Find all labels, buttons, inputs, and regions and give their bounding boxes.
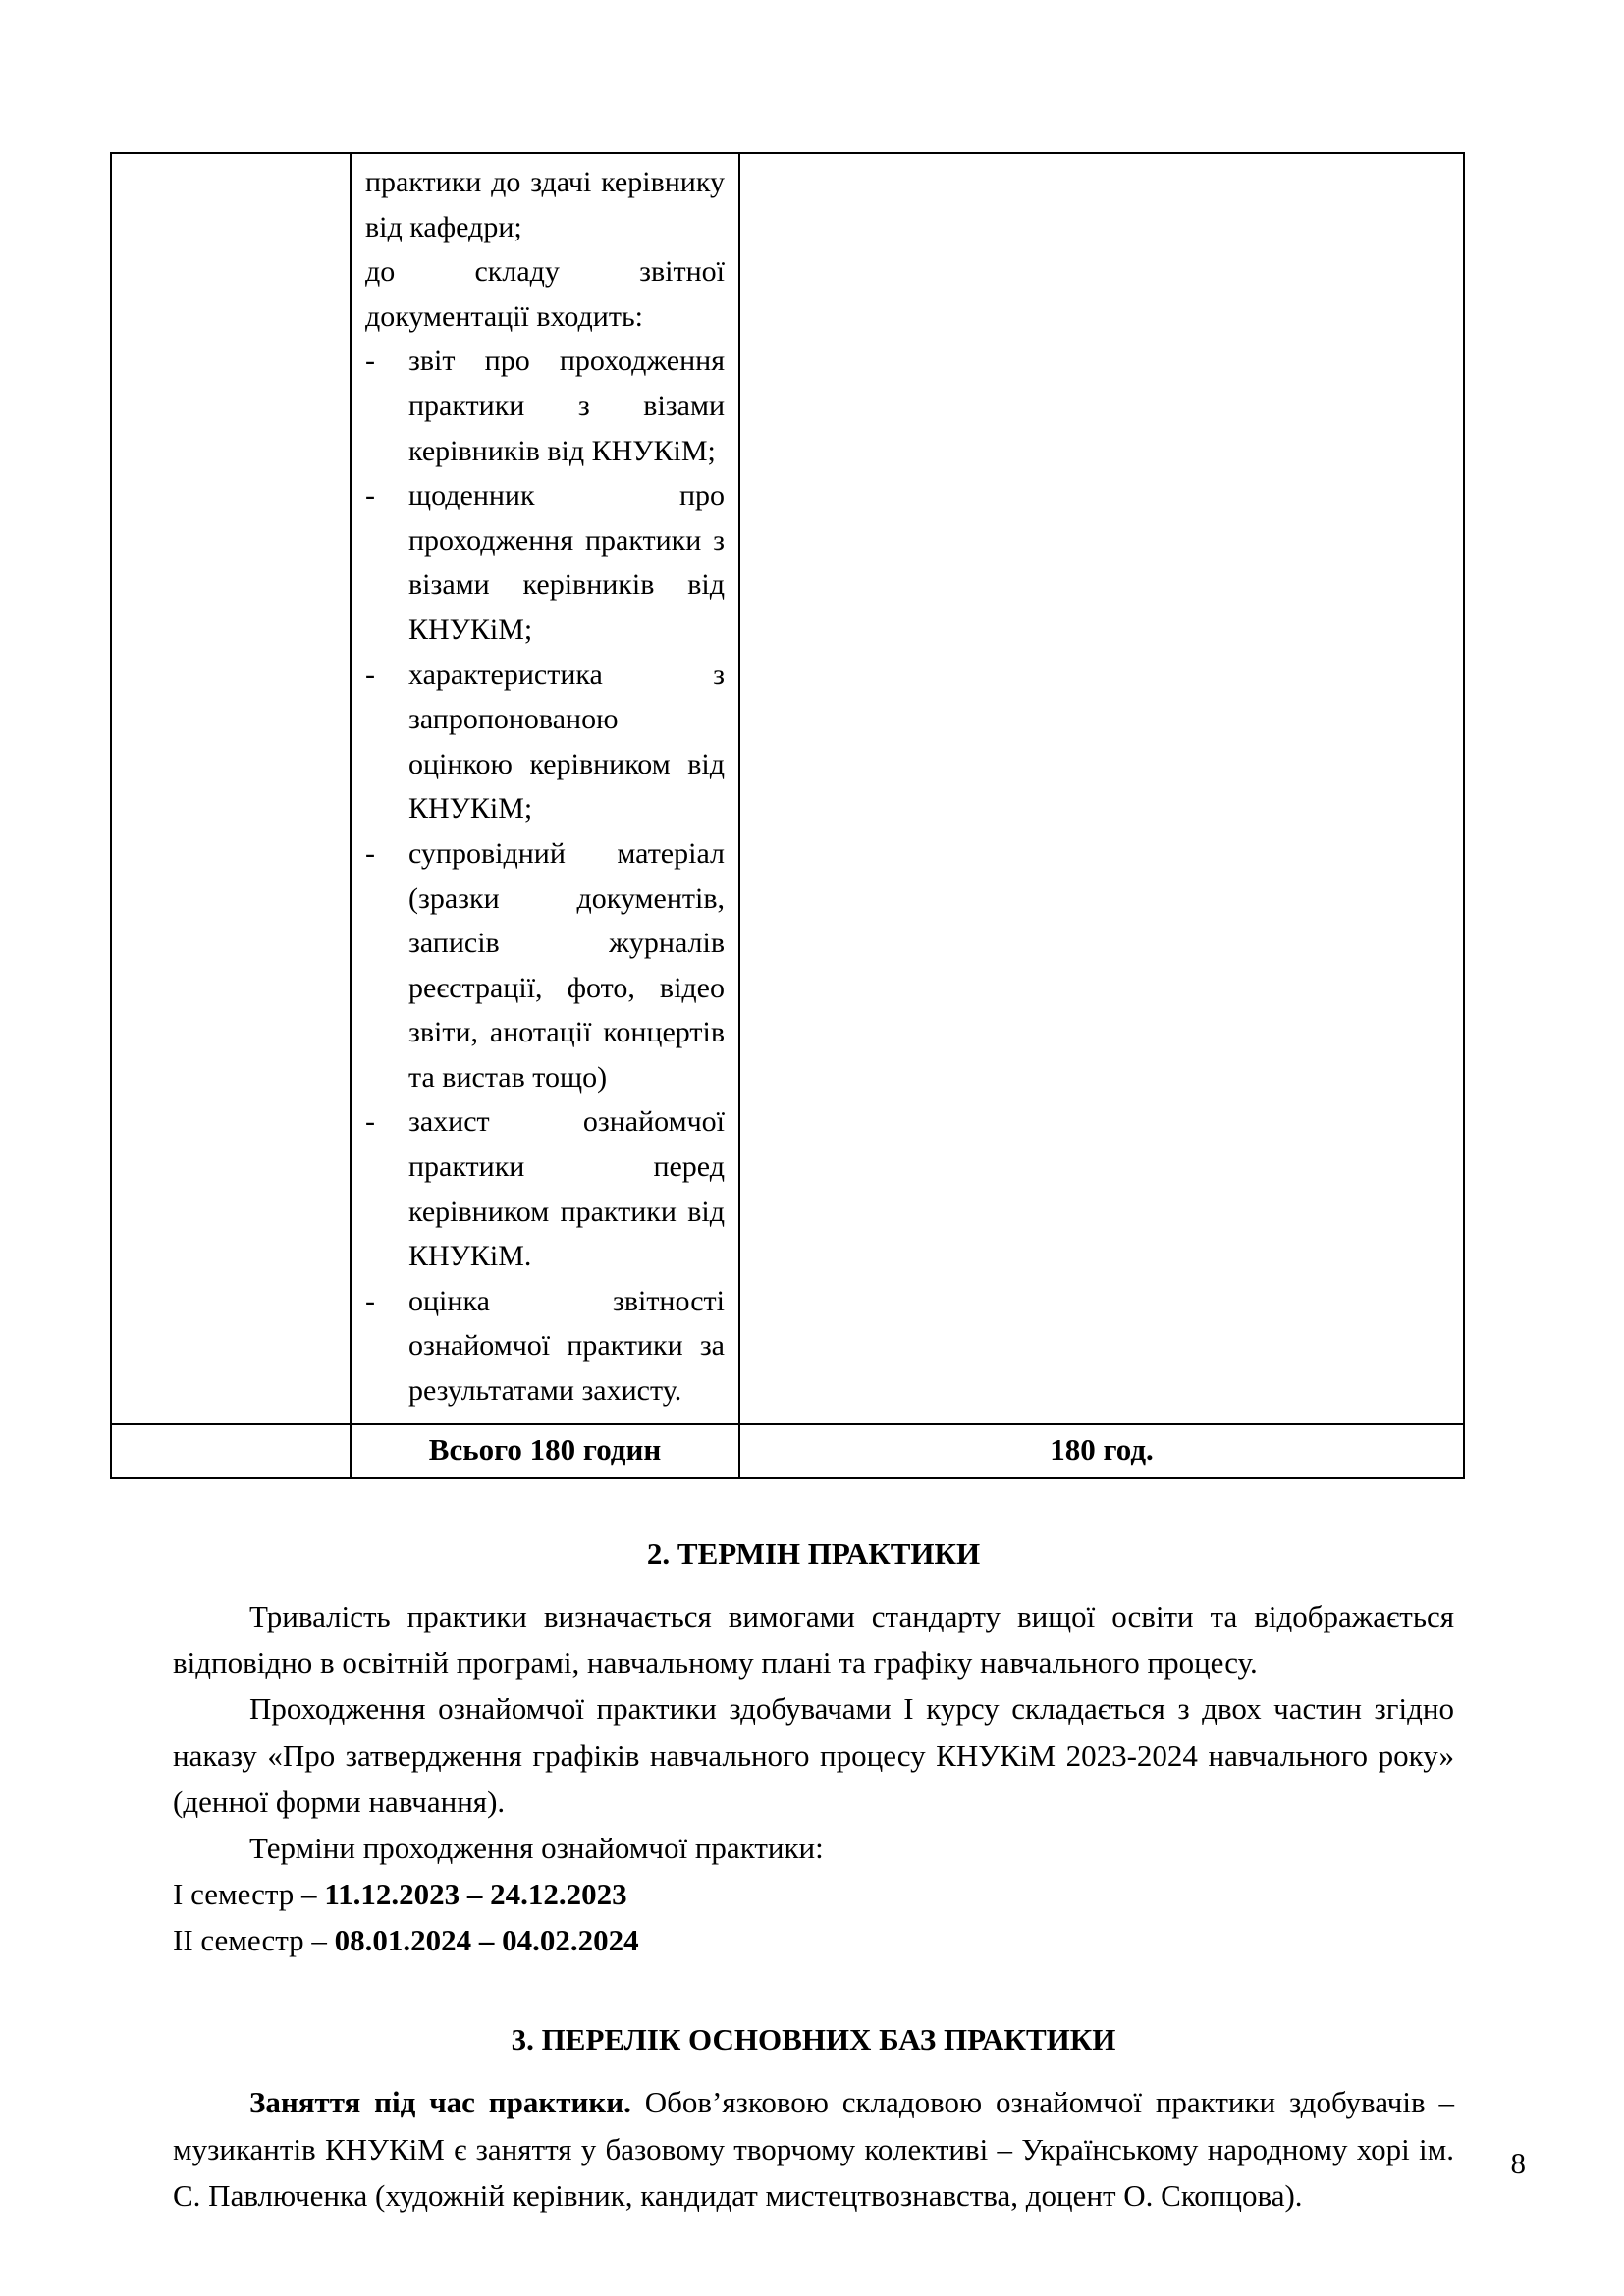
paragraph-order: Проходження ознайомчої практики здобувачами І курсу складається з двох частин згідно наказу «Про затвердження графіків навчального процесу КНУКіМ 2023-2024 навчального року» (денної форми навчання). xyxy=(173,1691,1454,1819)
list-item-label: оцінка звітності ознайомчої практики за результатами захисту. xyxy=(408,1284,725,1408)
total-empty-cell xyxy=(111,1424,351,1478)
report-documents-list xyxy=(365,339,725,1413)
intro-line-2: до складу звітної документації входить: xyxy=(365,255,725,333)
paragraph-terms-intro: Терміни проходження ознайомчої практики: xyxy=(249,1830,824,1865)
table-cell-number xyxy=(111,153,351,1424)
term-semester-1 xyxy=(173,1871,1454,1917)
list-item xyxy=(365,653,725,831)
list-item xyxy=(365,1099,725,1278)
lead-bold-text: Заняття під час практики. xyxy=(249,2085,631,2120)
list-item-label: захист ознайомчої практики перед керівником практики від КНУКіМ. xyxy=(408,1105,725,1273)
list-item xyxy=(365,473,725,652)
total-value-cell xyxy=(739,1424,1464,1478)
list-item xyxy=(365,831,725,1100)
table-row xyxy=(111,153,1464,1424)
list-item-label: щоденник про проходження практики з візами керівників від КНУКіМ; xyxy=(408,479,725,646)
page-number: 8 xyxy=(1510,2146,1526,2180)
total-label: Всього 180 годин xyxy=(428,1431,662,1467)
table-total-row xyxy=(111,1424,1464,1478)
paragraph-duration: Тривалість практики визначається вимогами стандарту вищої освіти та відображається відповідно в освітній програмі, навчальному плані та графіку навчального процесу. xyxy=(173,1599,1454,1681)
dash-marker: - xyxy=(365,345,375,378)
intro-line-1: практики до здачі керівнику від кафедри; xyxy=(365,166,725,243)
dash-marker: - xyxy=(365,836,375,870)
section-heading-term: 2. ТЕРМІН ПРАКТИКИ xyxy=(646,1535,981,1571)
section-heading-bases: 3. ПЕРЕЛІК ОСНОВНИХ БАЗ ПРАКТИКИ xyxy=(511,2022,1116,2057)
table-cell-content xyxy=(351,153,739,1424)
total-label-cell xyxy=(351,1424,739,1478)
dash-marker: - xyxy=(365,658,375,691)
term-semester-2-dates: 08.01.2024 – 04.02.2024 xyxy=(334,1922,639,1957)
list-item xyxy=(365,1279,725,1414)
list-item-label: характеристика з запропонованою оцінкою керівником від КНУКіМ; xyxy=(408,658,725,826)
term-semester-1-dates: 11.12.2023 – 24.12.2023 xyxy=(324,1876,627,1911)
list-item-label: супровідний матеріал (зразки документів, записів журналів реєстрації, фото, відео звіти, анотації концертів та вистав тощо) xyxy=(408,836,725,1094)
term-semester-2-label: ІІ семестр – xyxy=(173,1922,335,1957)
term-semester-2 xyxy=(173,1917,1454,1963)
list-item-label: звіт про проходження практики з візами керівників від КНУКіМ; xyxy=(408,345,725,467)
list-item xyxy=(365,339,725,473)
dash-marker: - xyxy=(365,1105,375,1139)
lead-rest-text: Обов’язковою складовою ознайомчої практики здобувачів – музикантів КНУКіМ є заняття у базовому творчому колективі – Українському народному хорі ім. С. Павлюченка (художній керівник, кандидат мистецтвознавства, доцент О. Скопцова). xyxy=(173,2085,1454,2213)
table-cell-hours xyxy=(739,153,1464,1424)
dash-marker: - xyxy=(365,1284,375,1317)
paragraph-bases-lead xyxy=(173,2079,1454,2217)
total-value: 180 год. xyxy=(1050,1431,1154,1467)
term-semester-1-label: І семестр – xyxy=(173,1876,325,1911)
page-content xyxy=(173,152,1454,2218)
practice-plan-table xyxy=(110,152,1465,1479)
dash-marker: - xyxy=(365,479,375,512)
